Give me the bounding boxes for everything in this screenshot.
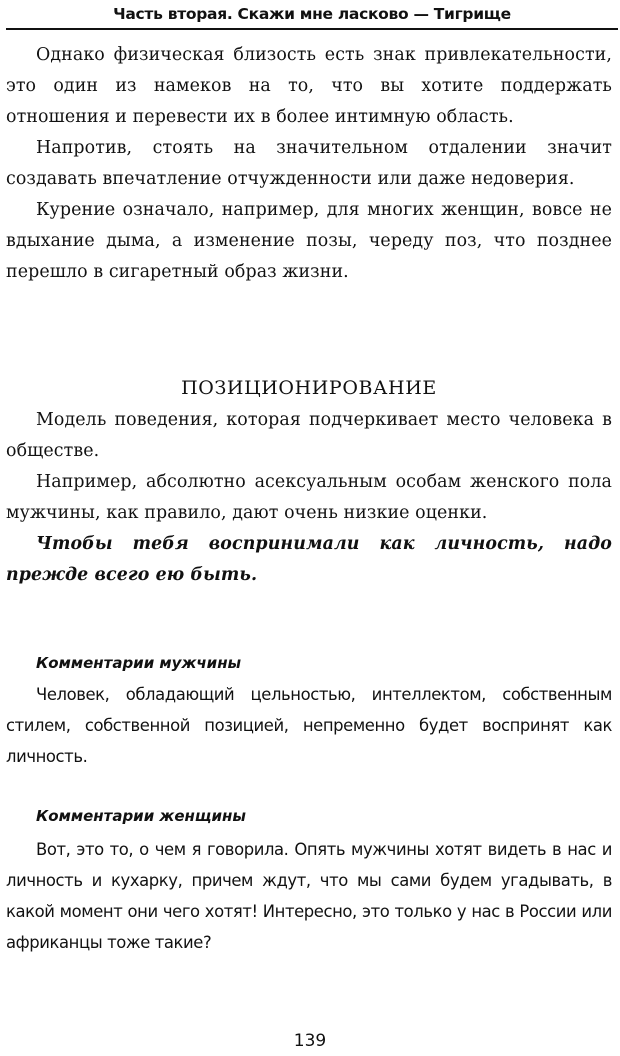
page-number: 139: [293, 1031, 327, 1051]
paragraph: Например, абсолютно асексуальным особам женского пола мужчины, как правило, дают очень низкие оценки.: [6, 472, 612, 523]
paragraph: Модель поведения, которая подчеркивает место человека в обществе.: [6, 410, 612, 461]
running-head: Часть вторая. Скажи мне ласково — Тигрище: [6, 0, 618, 30]
men-comment-text: Человек, обладающий цельностью, интеллектом, собственным стилем, собственной позицией, непременно будет воспринят как личность.: [6, 685, 612, 766]
top-text-block: [6, 40, 612, 288]
women-comment-text-block: [6, 834, 612, 958]
emphasis-paragraph: Чтобы тебя воспринимали как личность, надо прежде всего ею быть.: [6, 534, 612, 585]
paragraph: Напротив, стоять на значительном отдалении значит создавать впечатление отчужденности или даже недоверия.: [6, 138, 612, 189]
paragraph: Курение означало, например, для многих женщин, вовсе не вдыхание дыма, а изменение позы, череду поз, что позднее перешло в сигаретный образ жизни.: [6, 200, 612, 282]
women-comment-text: Вот, это то, о чем я говорила. Опять мужчины хотят видеть в нас и личность и кухарку, причем ждут, что мы сами будем угадывать, в какой момент они чего хотят! Интересно, это только у нас в России или африканцы тоже такие?: [6, 840, 612, 952]
paragraph: Однако физическая близость есть знак привлекательности, это один из намеков на то, что вы хотите поддержать отношения и перевести их в более интимную область.: [6, 45, 612, 127]
women-comment-heading: Комментарии женщины: [36, 807, 246, 825]
section-text-block: [6, 405, 612, 591]
men-comment-text-block: [6, 679, 612, 772]
section-heading: ПОЗИЦИОНИРОВАНИЕ: [181, 377, 437, 399]
men-comment-heading: Комментарии мужчины: [36, 654, 242, 672]
